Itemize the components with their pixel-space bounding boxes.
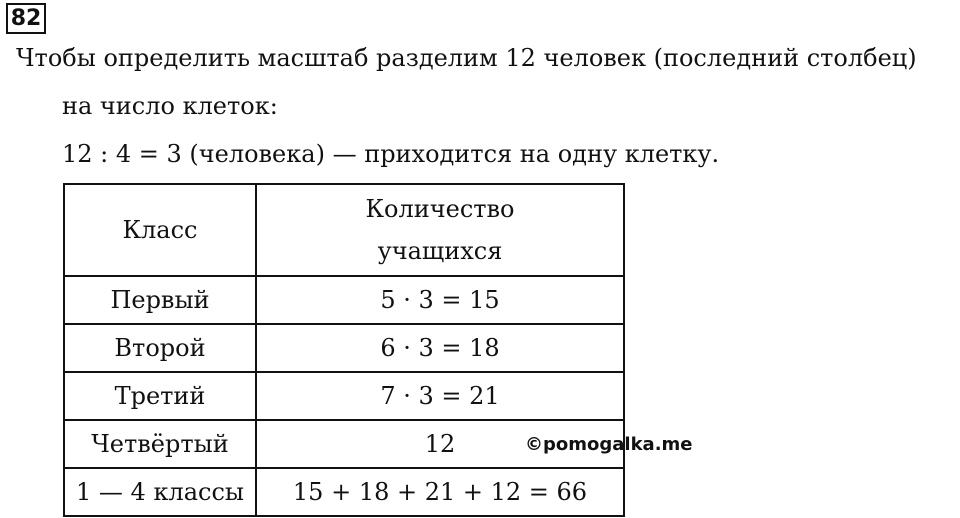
class-cell: 1 — 4 классы xyxy=(64,468,256,516)
table-header-row xyxy=(64,184,624,276)
watermark: ©pomogalka.me xyxy=(525,434,693,455)
table-row xyxy=(64,324,624,372)
solution-text-line-1: Чтобы определить масштаб разделим 12 человек (последний столбец) xyxy=(16,44,917,72)
students-table xyxy=(63,183,625,517)
header-count-cell xyxy=(256,184,624,276)
problem-number-badge: 82 xyxy=(6,3,46,34)
header-count-line-1: Количество xyxy=(365,195,515,223)
value-cell: 7 · 3 = 21 xyxy=(256,372,624,420)
solution-text-line-3: 12 : 4 = 3 (человека) — приходится на одну клетку. xyxy=(62,140,720,168)
class-cell: Третий xyxy=(64,372,256,420)
header-count-line-2: учащихся xyxy=(377,237,503,265)
header-class-cell: Класс xyxy=(64,184,256,276)
class-cell: Четвёртый xyxy=(64,420,256,468)
table-row xyxy=(64,276,624,324)
class-cell: Второй xyxy=(64,324,256,372)
solution-text-line-2: на число клеток: xyxy=(62,92,278,120)
value-cell: 15 + 18 + 21 + 12 = 66 xyxy=(256,468,624,516)
value-cell: 5 · 3 = 15 xyxy=(256,276,624,324)
class-cell: Первый xyxy=(64,276,256,324)
value-cell: 6 · 3 = 18 xyxy=(256,324,624,372)
table-row xyxy=(64,372,624,420)
value-cell: 12 xyxy=(256,420,624,468)
table-row xyxy=(64,468,624,516)
